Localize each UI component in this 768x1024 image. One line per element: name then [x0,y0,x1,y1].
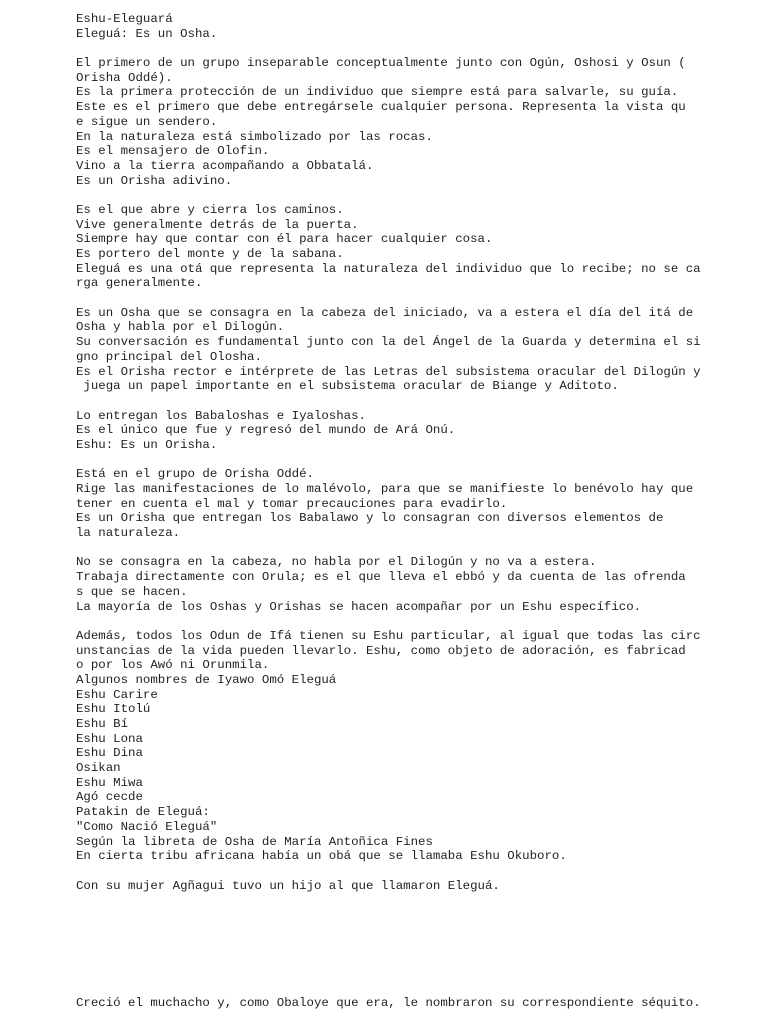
text-line: Orisha Oddé). [76,70,173,85]
document-page [76,12,756,1011]
paragraph-2 [76,203,756,291]
section-heading: Patakin de Eleguá: [76,805,210,820]
text-line: Eleguá: Es un Osha. [76,26,218,41]
paragraph-4 [76,409,756,453]
text-line: unstancias de la vida pueden llevarlo. Eshu, como objeto de adoración, es fabricad [76,643,686,658]
text-line: Además, todos los Odun de Ifá tienen su Eshu particular, al igual que todas las circ [76,628,701,643]
text-line: Según la libreta de Osha de María Antoñica Fines [76,834,433,849]
paragraph-7 [76,629,756,864]
text-line: Vive generalmente detrás de la puerta. [76,217,359,232]
header-block [76,12,756,41]
paragraph-5 [76,467,756,540]
text-line: Rige las manifestaciones de lo malévolo, para que se manifieste lo benévolo hay que [76,482,694,496]
name-list-item: Eshu Dina [76,746,143,761]
text-line: juega un papel importante en el subsistema oracular de Biange y Aditoto. [76,379,619,394]
name-list-item: Eshu Carire [76,687,158,702]
paragraph-8 [76,879,756,894]
text-line: Es la primera protección de un individuo que siempre está para salvarle, su guía. [76,85,679,100]
text-line: Eleguá es una otá que representa la naturaleza del individuo que lo recibe; no se ca [76,261,701,276]
text-line: Con su mujer Agñagui tuvo un hijo al que llamaron Eleguá. [76,878,500,893]
document-title: Eshu-Eleguará [76,12,173,26]
text-line: tener en cuenta el mal y tomar precauciones para evadirlo. [76,496,508,511]
text-line: En la naturaleza está simbolizado por las rocas. [76,129,433,144]
paragraph-3 [76,306,756,394]
text-line: Es el Orisha rector e intérprete de las Letras del subsistema oracular del Dilogún y [76,364,701,379]
name-list-item: Eshu Bí [76,717,129,731]
text-line: No se consagra en la cabeza, no habla por el Dilogún y no va a estera. [76,555,597,570]
text-line: En cierta tribu africana había un obá que se llamaba Eshu Okuboro. [76,849,567,864]
name-list-item: Eshu Itolú [76,702,151,717]
text-line: s que se hacen. [76,584,188,599]
text-line: rga generalmente. [76,276,203,291]
text-line: Vino a la tierra acompañando a Obbatalá. [76,158,374,173]
text-line: Siempre hay que contar con él para hacer cualquier cosa. [76,232,493,247]
text-line: El primero de un grupo inseparable conceptualmente junto con Ogún, Oshosi y Osun ( [76,56,686,71]
text-line: Creció el muchacho y, como Obaloye que era, le nombraron su correspondiente séquito. [76,996,701,1011]
section-heading: Algunos nombres de Iyawo Omó Eleguá [76,672,337,687]
text-line: La mayoría de los Oshas y Orishas se hacen acompañar por un Eshu específico. [76,599,642,614]
text-line: Está en el grupo de Orisha Oddé. [76,467,314,482]
text-line: Es portero del monte y de la sabana. [76,247,344,261]
text-line: Es el que abre y cierra los caminos. [76,202,344,217]
text-line: o por los Awó ni Orunmila. [76,658,270,673]
text-line: Este es el primero que debe entregársele cualquier persona. Representa la vista qu [76,100,686,115]
text-line: Su conversación es fundamental junto con la del Ángel de la Guarda y determina el si [76,335,701,350]
text-line: Es un Orisha adivino. [76,173,233,188]
text-line: Eshu: Es un Orisha. [76,437,218,452]
name-list-item: Osikan [76,761,121,776]
name-list-item: Eshu Lona [76,731,143,746]
text-line: Es un Orisha que entregan los Babalawo y lo consagran con diversos elementos de [76,511,664,526]
text-line: Trabaja directamente con Orula; es el que lleva el ebbó y da cuenta de las ofrenda [76,570,686,585]
name-list-item: Eshu Miwa [76,775,143,790]
paragraph-9 [76,996,756,1011]
text-line: Es el mensajero de Olofin. [76,144,270,159]
name-list-item: Agó cecde [76,790,143,805]
text-line: gno principal del Olosha. [76,349,262,364]
text-line: Lo entregan los Babaloshas e Iyaloshas. [76,408,366,423]
story-title: "Como Nació Eleguá" [76,819,218,834]
paragraph-1 [76,56,756,188]
text-line: e sigue un sendero. [76,114,218,129]
paragraph-6 [76,555,756,614]
text-line: Es un Osha que se consagra en la cabeza del iniciado, va a estera el día del itá de [76,305,694,320]
text-line: la naturaleza. [76,526,181,541]
text-line: Osha y habla por el Dilogún. [76,320,285,335]
text-line: Es el único que fue y regresó del mundo de Ará Onú. [76,423,456,438]
